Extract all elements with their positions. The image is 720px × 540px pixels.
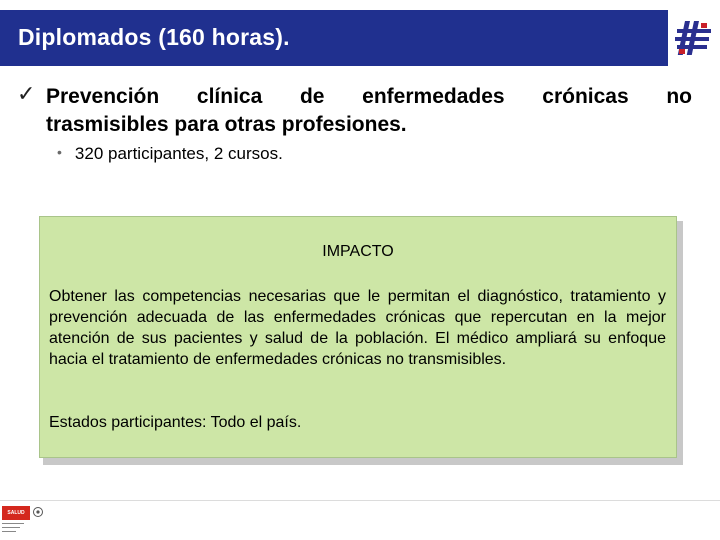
impact-states: Estados participantes: Todo el país. xyxy=(49,414,302,431)
footer-divider xyxy=(0,500,720,501)
main-bullet-line2: trasmisibles para otras profesiones. xyxy=(46,113,407,136)
bullet-dot-icon: • xyxy=(57,144,62,160)
page-title: Diplomados (160 horas). xyxy=(18,24,290,50)
impact-body: Obtener las competencias necesarias que le permitan el diagnóstico, tratamiento y prevención adecuada de las enfermedades crónicas que repercutan en la mejor atención de sus pacientes y salud de la población. El médico ampliará su enfoque hacia el tratamiento de enfermedades crónicas no transmisibles. xyxy=(49,288,666,368)
impact-title: IMPACTO xyxy=(322,243,394,260)
impact-box xyxy=(39,216,677,458)
institution-logo-icon xyxy=(675,21,713,55)
footer-sub-text-lines xyxy=(2,523,26,533)
title-bar xyxy=(0,10,668,66)
checkmark-icon: ✓ xyxy=(17,81,36,106)
sub-bullet-text: 320 participantes, 2 cursos. xyxy=(74,144,283,163)
main-bullet xyxy=(46,83,692,139)
footer-logo xyxy=(0,503,48,540)
institution-logo xyxy=(668,10,720,66)
national-seal-icon xyxy=(33,506,43,518)
main-bullet-line1: Prevención clínica de enfermedades crónicas no xyxy=(46,85,692,108)
sub-bullet xyxy=(57,144,283,164)
salud-badge: SALUD xyxy=(2,506,30,520)
